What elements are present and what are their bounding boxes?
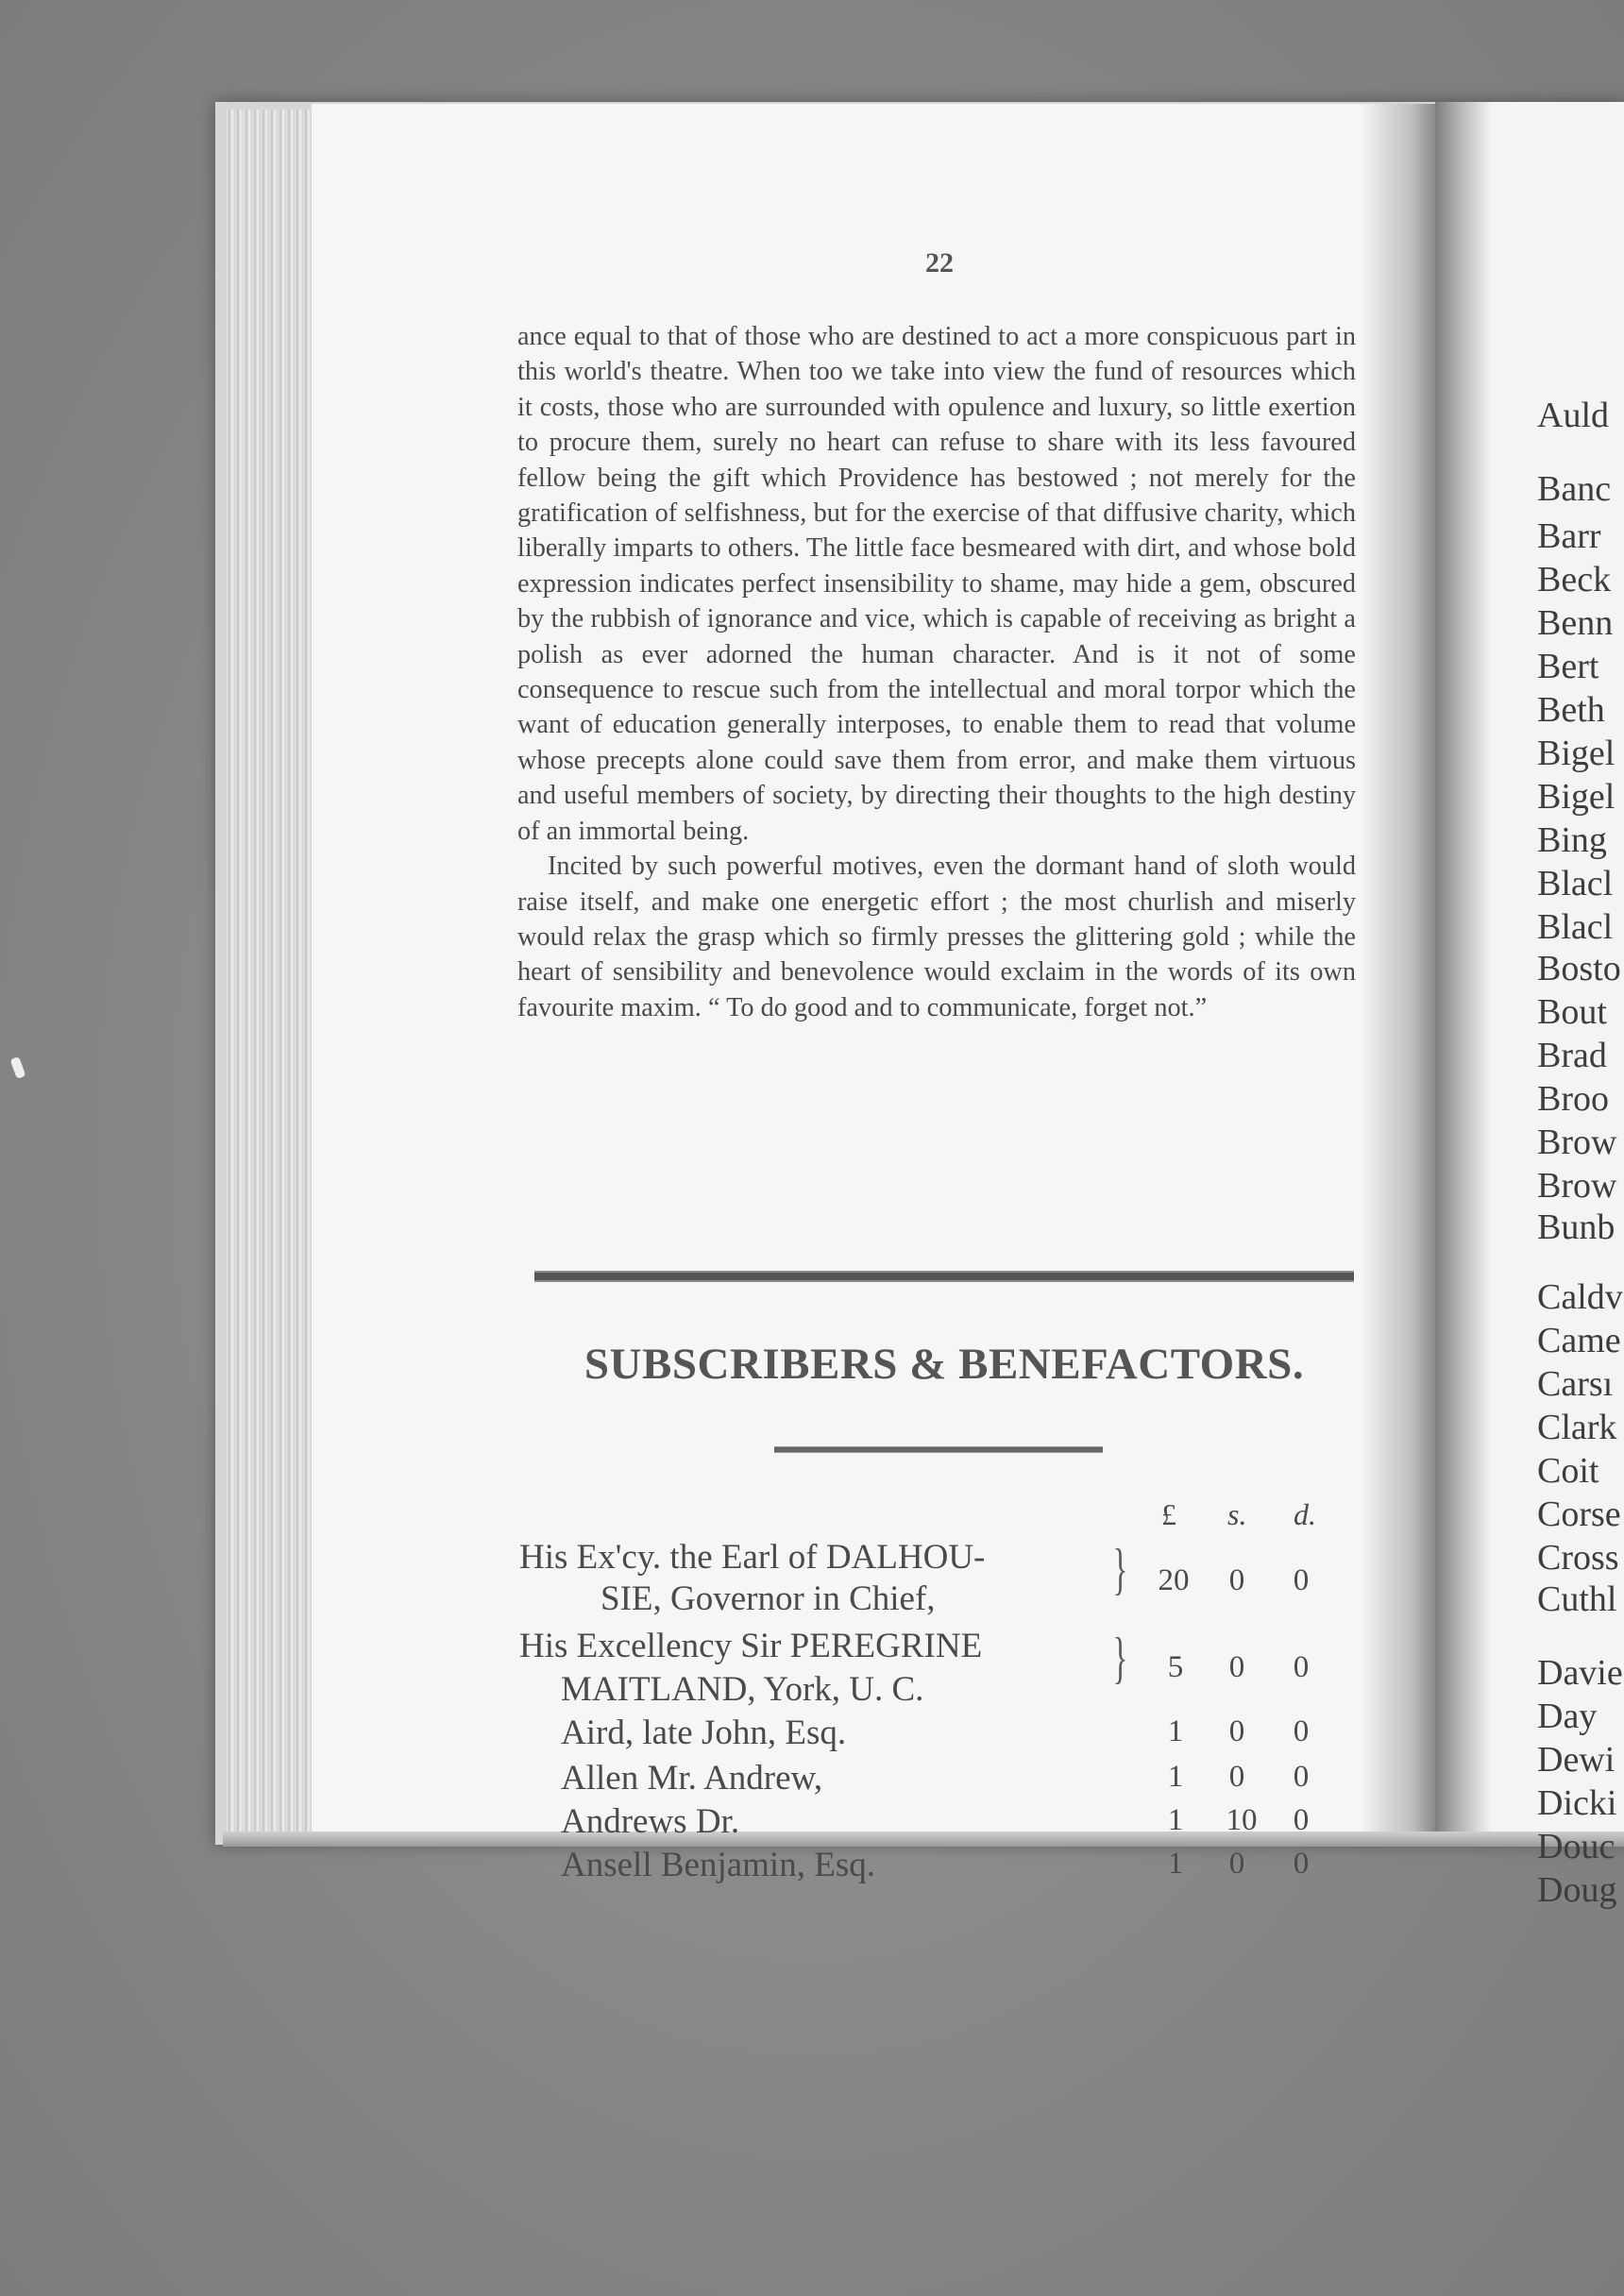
right-fragment-17: Brow <box>1537 1123 1617 1162</box>
subscriber-5-pounds: 1 <box>1167 1803 1184 1837</box>
subscriber-6-pence: 0 <box>1293 1847 1310 1881</box>
brace-2: } <box>1112 1627 1128 1689</box>
right-fragment-14: Bout <box>1537 992 1607 1032</box>
section-divider-short <box>774 1446 1103 1453</box>
right-fragment-28: Davie <box>1537 1653 1623 1693</box>
right-fragment-6: Bert <box>1537 647 1599 686</box>
right-fragment-22: Carsı <box>1537 1364 1614 1404</box>
subscriber-4-pounds: 1 <box>1167 1760 1184 1794</box>
right-fragment-18: Brow <box>1537 1166 1617 1206</box>
right-fragment-33: Doug <box>1537 1870 1617 1910</box>
subscriber-5-pence: 0 <box>1293 1803 1310 1837</box>
section-title: SUBSCRIBERS & BENEFACTORS. <box>584 1340 1305 1389</box>
subscriber-2-pence: 0 <box>1293 1650 1310 1684</box>
subscriber-6-shillings: 0 <box>1228 1847 1245 1881</box>
right-fragment-2: Banc <box>1537 469 1612 509</box>
header-pence: d. <box>1294 1497 1316 1531</box>
right-fragment-10: Bing <box>1537 820 1607 860</box>
subscriber-6-pounds: 1 <box>1167 1847 1184 1881</box>
right-fragment-4: Beck <box>1537 560 1612 599</box>
subscriber-2-pounds: 5 <box>1167 1650 1184 1684</box>
subscriber-2-line2: MAITLAND, York, U. C. <box>561 1670 924 1709</box>
right-fragment-7: Beth <box>1537 690 1605 730</box>
subscriber-3-shillings: 0 <box>1228 1714 1245 1748</box>
book-bottom-edge <box>223 1832 1624 1847</box>
subscriber-5-name: Andrews Dr. <box>561 1802 740 1841</box>
subscriber-3-pounds: 1 <box>1167 1714 1184 1748</box>
right-fragment-27: Cuthl <box>1537 1579 1617 1619</box>
right-fragment-30: Dewi <box>1537 1740 1616 1780</box>
paragraph-2: Incited by such powerful motives, even the dormant hand of sloth would raise itself, and make one energetic effort ; the most churlish and miserly would relax the grasp which so firmly presses the glittering gold ; while the heart of sensibility and benevolence would exclaim in the words of its own favourite maxim. “ To do good and to communicate, forget not.” <box>517 852 1356 1022</box>
subscriber-1-pence: 0 <box>1293 1563 1310 1597</box>
right-fragment-5: Benn <box>1537 603 1614 643</box>
subscriber-1-line1: His Ex'cy. the Earl of DALHOU- <box>519 1538 986 1577</box>
right-fragment-11: Blacl <box>1537 864 1614 903</box>
right-fragment-12: Blacl <box>1537 907 1614 947</box>
right-fragment-15: Brad <box>1537 1036 1607 1075</box>
left-page-gutter-shadow <box>1360 104 1435 1837</box>
right-fragment-31: Dicki <box>1537 1783 1617 1823</box>
subscriber-2-shillings: 0 <box>1228 1650 1245 1684</box>
subscriber-6-name: Ansell Benjamin, Esq. <box>561 1846 875 1884</box>
subscriber-1-shillings: 0 <box>1228 1563 1245 1597</box>
paragraph-1: ance equal to that of those who are destined to act a more conspicuous part in this world's theatre. When too we take into view the fund of resources which it costs, those who are surrounded with opulence and luxury, so little exertion to procure them, surely no heart can refuse to share with its less favoured fellow being the gift which Providence has bestowed ; not merely for the gratification of selfishness, but for the exercise of that diffusive charity, which liberally imparts to others. The little face besmeared with dirt, and whose bold expression indicates perfect insensibility to shame, may hide a gem, obscured by the rubbish of ignorance and vice, which is capable of receiving as bright a polish as ever adorned the human character. And is it not of some consequence to rescue such from the intellectual and moral torpor which the want of education generally interposes, to enable them to read that volume whose precepts alone could save them from error, and make them virtuous and useful members of society, by directing their thoughts to the high destiny of an immortal being. <box>517 322 1356 846</box>
right-fragment-24: Coit <box>1537 1451 1599 1491</box>
right-fragment-8: Bigel <box>1537 734 1616 773</box>
subscriber-4-shillings: 0 <box>1228 1760 1245 1794</box>
page-number: 22 <box>925 247 954 279</box>
right-fragment-26: Cross <box>1537 1538 1619 1578</box>
subscriber-3-name: Aird, late John, Esq. <box>561 1714 847 1752</box>
right-fragment-9: Bigel <box>1537 777 1616 817</box>
right-fragment-29: Day <box>1537 1697 1598 1736</box>
subscriber-4-name: Allen Mr. Andrew, <box>561 1759 823 1798</box>
header-pounds: £ <box>1161 1497 1176 1531</box>
right-fragment-16: Broo <box>1537 1079 1609 1119</box>
right-fragment-32: Douc <box>1537 1827 1616 1866</box>
subscriber-1-line2: SIE, Governor in Chief, <box>601 1579 936 1618</box>
right-fragment-21: Came <box>1537 1321 1621 1360</box>
right-page-gutter-shadow <box>1435 102 1492 1845</box>
right-fragment-25: Corse <box>1537 1494 1621 1534</box>
subscriber-3-pence: 0 <box>1293 1714 1310 1748</box>
subscriber-2-line1: His Excellency Sir PEREGRINE <box>519 1627 983 1665</box>
brace-1: } <box>1112 1538 1128 1600</box>
right-fragment-13: Bosto <box>1537 949 1621 988</box>
subscriber-1-pounds: 20 <box>1158 1563 1190 1597</box>
right-fragment-23: Clark <box>1537 1408 1617 1447</box>
right-fragment-1: Auld <box>1537 396 1609 435</box>
page-edges <box>227 110 314 1837</box>
header-shillings: s. <box>1227 1497 1247 1531</box>
body-text <box>517 319 1356 1025</box>
right-fragment-3: Barr <box>1537 516 1601 556</box>
right-fragment-20: Caldv <box>1537 1277 1623 1317</box>
section-divider-thick <box>534 1271 1354 1282</box>
right-fragment-19: Bunb <box>1537 1207 1616 1247</box>
subscriber-5-shillings: 10 <box>1226 1803 1258 1837</box>
subscriber-4-pence: 0 <box>1293 1760 1310 1794</box>
